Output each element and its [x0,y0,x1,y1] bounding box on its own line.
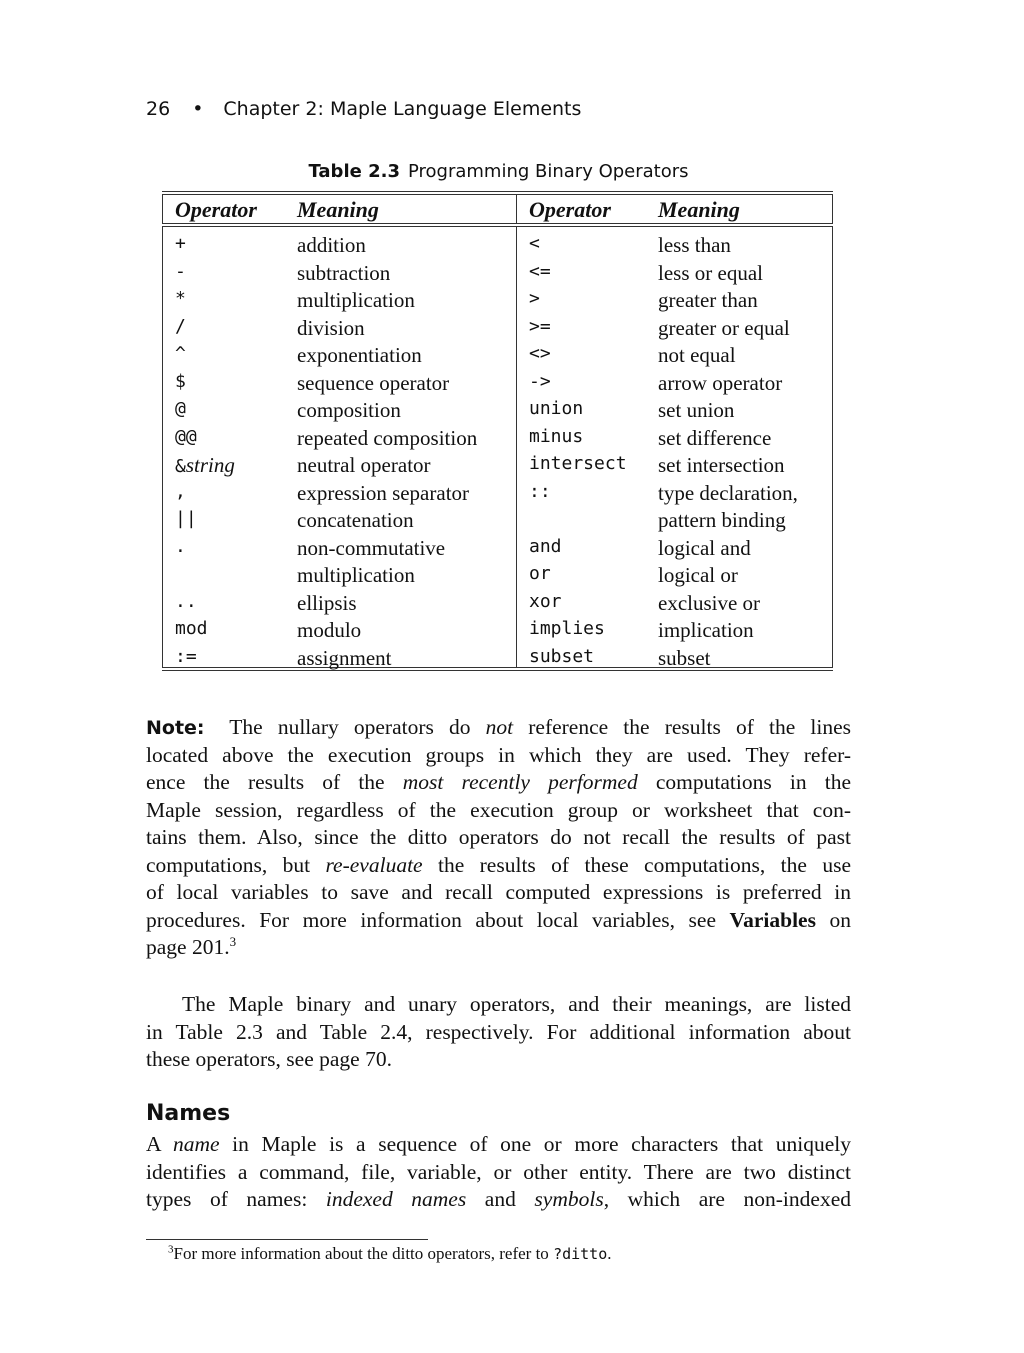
table-row [163,508,832,536]
meaning-cell: multiplication [297,288,415,312]
operator-cell: @ [175,398,186,419]
note-text: ence the results of the [146,770,403,794]
operators-table [162,191,833,671]
note-text: reference the results of the lines [513,715,852,739]
note-paragraph [146,714,851,962]
meaning-cell: multiplication [297,563,415,587]
operator-cell: - [175,260,186,282]
names-paragraph [146,1131,851,1214]
operator-cell: <= [529,260,551,282]
table-row [163,261,832,289]
meaning-cell: set union [658,398,735,422]
note-text: The nullary operators do [229,715,486,739]
meaning-cell: type declaration, [658,480,798,505]
meaning-cell: logical or [658,563,738,587]
meaning-cell: division [297,315,365,340]
paragraph-line: in Table 2.3 and Table 2.4, respectively. For additional information about [146,1019,851,1044]
operator-cell: $ [175,370,186,392]
header-meaning-1: Meaning [297,197,379,222]
meaning-cell: expression separator [297,480,470,505]
operator-cell: implies [529,618,605,639]
operator-cell: ^ [175,343,186,364]
table-header-row [162,195,833,223]
table-row [163,646,832,674]
operators-paragraph [146,991,851,1074]
meaning-cell: composition [297,398,401,422]
operator-cell: > [529,288,540,309]
meaning-cell: less than [658,233,731,257]
operator-cell: mod [175,618,208,639]
note-label: Note: [146,717,205,739]
header-operator-2: Operator [529,197,611,222]
note-line: of local variables to save and recall computed expressions is preferred in [146,880,851,904]
table-row [163,481,832,509]
table-row [163,453,832,481]
meaning-cell: greater or equal [658,315,790,340]
names-emphasis: indexed names [325,1187,467,1211]
note-emphasis: most recently performed [402,770,638,794]
note-emphasis: not [485,715,514,739]
names-text: in Maple is a sequence of one or more characters that uniquely [219,1132,851,1156]
operator-cell: .. [175,590,197,612]
meaning-cell: set intersection [658,453,785,477]
meaning-cell: ellipsis [297,590,357,615]
header-operator-1: Operator [175,197,257,222]
operator-cell: intersect [529,453,627,474]
operator-cell: subset [529,645,595,667]
footnote-text: For more information about the ditto operators, refer to [173,1244,554,1263]
operator-cell: @@ [175,425,197,447]
names-line: identifies a command, file, variable, or other entity. There are two distinct [146,1159,851,1184]
table-row [163,343,832,371]
footnote-mark: 3 [168,1243,174,1256]
names-text: and [466,1187,535,1211]
meaning-cell: repeated composition [297,425,478,450]
names-text: A [146,1132,173,1156]
meaning-cell: non-commutative [297,535,446,560]
page-number: 26 [146,98,171,120]
footnote-end: . [607,1244,612,1263]
operator-cell: := [175,645,197,667]
meaning-cell: subset [658,645,711,670]
note-text: computations in the [637,770,852,794]
operator-cell: || [175,508,197,529]
table-row [163,591,832,619]
note-line: tains them. Also, since the ditto operators do not recall the results of past [146,825,851,849]
meaning-cell: greater than [658,288,758,312]
paragraph-line: The Maple binary and unary operators, and their meanings, are listed [182,992,851,1016]
meaning-cell: set difference [658,425,772,450]
operator-cell: and [529,535,562,557]
column-divider [516,195,517,223]
table-caption-label: Table 2.3 [308,161,400,182]
table-row [163,316,832,344]
meaning-cell: arrow operator [658,370,783,395]
operator-cell: minus [529,425,584,447]
meaning-cell: less or equal [658,260,763,285]
operator-cell: , [175,480,186,502]
operator-cell: <> [529,343,551,364]
meaning-cell: neutral operator [297,453,431,477]
chapter-title: Chapter 2: Maple Language Elements [223,98,582,120]
note-line: located above the execution groups in which they are used. They refer- [146,742,851,767]
meaning-cell: assignment [297,645,392,670]
table-row [163,618,832,646]
header-meaning-2: Meaning [658,197,740,222]
note-line: Maple session, regardless of the execution group or worksheet that con- [146,797,851,822]
operator-cell: . [175,535,186,557]
variables-reference: Variables [729,907,816,932]
operator-cell: :: [529,480,551,502]
paragraph-line: these operators, see page 70. [146,1047,392,1071]
table-caption [146,161,851,182]
meaning-cell: modulo [297,618,362,642]
operator-cell: < [529,233,540,254]
note-text: on [815,907,852,932]
operator-cell: -> [529,370,551,392]
meaning-cell: exclusive or [658,590,761,615]
table-caption-title: Programming Binary Operators [407,161,689,182]
footnote [168,1244,612,1264]
table-row [163,426,832,454]
note-text: page 201. [146,935,230,959]
meaning-cell: concatenation [297,508,414,532]
operator-cell: or [529,563,551,584]
table-row [163,398,832,426]
table-row [163,563,832,591]
names-text: types of names: [146,1187,326,1211]
note-emphasis: re-evaluate [325,852,423,877]
meaning-cell: addition [297,233,366,257]
operator-cell: union [529,398,584,419]
operator-cell: * [175,288,186,309]
table-row [163,233,832,261]
table-body [162,227,833,670]
footnote-marker: 3 [229,933,237,949]
meaning-cell: exponentiation [297,343,422,367]
table-row [163,536,832,564]
note-text: the results of these computations, the use [422,852,851,877]
names-text: , which are non-indexed [603,1187,851,1211]
names-emphasis: symbols [534,1187,604,1211]
operator-cell: &string [175,453,235,477]
meaning-cell: pattern binding [658,508,786,532]
footnote-rule [146,1239,428,1240]
meaning-cell: implication [658,618,754,642]
operator-cell: + [175,233,186,254]
table-row [163,371,832,399]
footnote-code: ?ditto [553,1245,608,1263]
operator-cell: / [175,315,186,337]
note-text: procedures. For more information about local variables, see [146,907,730,932]
names-emphasis: name [172,1132,220,1156]
section-heading-names: Names [146,1101,231,1126]
note-text: computations, but [146,852,326,877]
table-row [163,288,832,316]
running-head [146,98,581,120]
operator-cell: xor [529,590,562,612]
meaning-cell: logical and [658,535,751,560]
meaning-cell: subtraction [297,260,391,285]
operator-cell: >= [529,315,551,337]
meaning-cell: not equal [658,343,736,367]
bullet: • [192,98,204,120]
meaning-cell: sequence operator [297,370,450,395]
